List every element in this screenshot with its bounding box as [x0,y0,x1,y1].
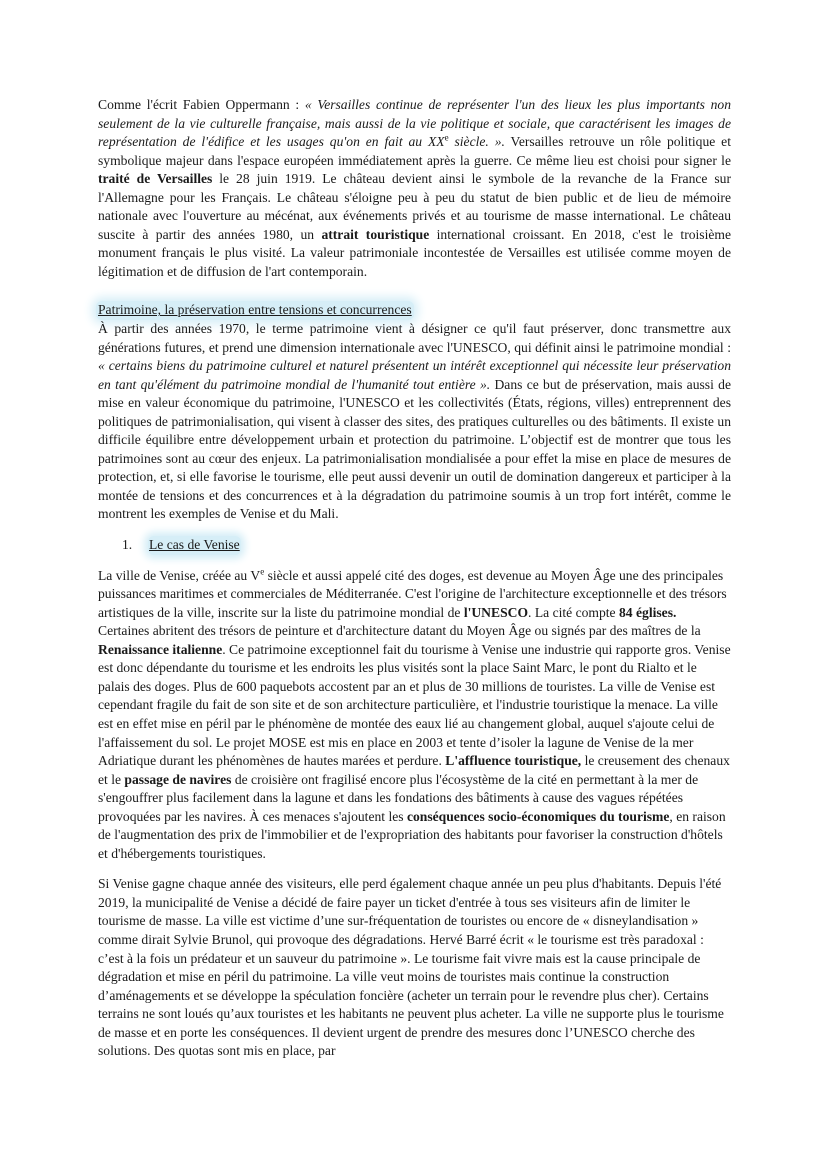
text-run: 84 églises. [619,604,677,620]
text-run: Si Venise gagne chaque année des visiteurs, elle perd également chaque année un peu plus d'habitants. Depuis l'été 2019, la municipalité de Venise a décidé de faire payer un ticket d'entrée à tous ses visiteurs afin de limiter le tourisme de masse. La ville est victime d’une sur-fréquentation de touristes ou encore de « disneylandisation » comme dirait Sylvie Brunol, qui provoque des dégradations. Hervé Barré écrit « le tourisme est très paradoxal : c’est à la fois un prédateur et un sauveur du patrimoine ». Le tourisme fait vivre mais est la cause principale de dégradation et mise en péril du patrimoine. La ville veut moins de touristes mais continue la construction d’aménagements et se développe la spéculation foncière (acheter un terrain pour le revendre plus cher). Certains terrains ne sont loués qu’aux touristes et les habitants ne peuvent plus acheter. La ville ne supporte plus le tourisme de masse et en porte les conséquences. Il devient urgent de prendre des mesures donc l’UNESCO cherche des solutions. Des quotas sont mis en place, par [98,876,724,1059]
text-run: e [260,566,265,577]
text-run: L'affluence touristique, [445,753,582,769]
paragraph-versailles [98,96,731,281]
text-run: , en raison de l'augmentation des prix de l'immobilier et de l'expropriation des habitants pour favoriser la construction d'hôtels et d'hébergements touristiques. [98,808,726,861]
paragraph-venise [98,567,731,864]
text-run: Versailles retrouve un rôle politique et symbolique majeur dans l'espace européen immédiatement après la guerre. Ce même lieu est choisi pour signer le [98,134,731,168]
text-run: Renaissance italienne [98,641,223,657]
paragraph-tourisme [98,875,731,1060]
text-run: . La cité compte [528,604,619,620]
text-run: À partir des années 1970, le terme patrimoine vient à désigner ce qu'il faut préserver, donc transmettre aux générations futures, et prend une dimension internationale avec l'UNESCO, qui définit ainsi le patrimoine mondial : [98,321,731,355]
text-run: « Versailles continue de représenter l'un des lieux les plus importants non seulement de la vie culturelle française, mais aussi de la vie politique et sociale, que caractérisent les images de représentation de l'édifice et les usages qu'on en fait au [98,97,731,150]
document-page [98,96,731,1061]
text-run: l'UNESCO [463,604,529,620]
text-run: XX [427,134,445,150]
text-run: de croisière ont fragilisé encore plus l'écosystème de la cité en permettant à la mer de s'engouffrer plus facilement dans la lagune et dans les fondations des bâtiments à cause des vagues répétées provoquées par les navires. À ces menaces s'ajoutent les [98,771,699,824]
text-run: le 28 juin 1919. Le château devient ainsi le symbole de la revanche de la France sur l'Allemagne pour les Français. Le château s'éloigne peu à peu du statut de bien public et de lieu de mémoire nationale avec l'ouverture au mécénat, aux événements privés et au tourisme de masse international. Le château suscite à partir des années 1980, un [98,171,731,242]
subheading-venise [122,536,731,555]
subheading-title: Le cas de Venise [148,536,241,555]
text-run: . Ce patrimoine exceptionnel fait du tourisme à Venise une industrie qui rapporte gros. Venise est donc dépendante du tourisme et les endroits les plus visités sont la place Saint Marc, le pont du Rialto et le palais des doges. Plus de 600 paquebots accostent par an et plus de 30 millions de touristes. La ville de Venise est cependant fragile du fait de son site et de son architecture particulière, et l'industrie touristique la menace. La ville est en effet mise en péril par le phénomène de montée des eaux lié au changement global, auquel s'ajoute celui de l'affaissement du sol. Le projet MOSE est mis en place en 2003 et tente d’isoler la lagune de Venise de la mer Adriatique durant les phénomènes de hautes marées et perdure. [98,641,731,769]
text-run: siècle et aussi appelé cité des doges, est devenue au Moyen Âge une des principales puissances maritimes et commerciales de Méditerranée. C'est l'origine de l'architecture exceptionnelle et des trésors artistiques de la ville, inscrite sur la liste du patrimoine mondial de [98,567,727,620]
subheading-number: 1. [122,537,133,553]
paragraph-patrimoine [98,320,731,524]
text-run: Certaines abritent des trésors de peinture et d'architecture datant du Moyen Âge ou signés par des maîtres de la [98,623,701,639]
text-run: siècle. ». [448,134,505,150]
text-run: le creusement des chenaux et le [98,753,730,787]
text-run: « certains biens du patrimoine culturel et naturel présentent un intérêt exceptionnel qui nécessite leur préservation en tant qu'élément du patrimoine mondial de l'humanité tout entière ». [98,358,731,392]
text-run: traité de Versailles [98,171,213,187]
text-run: Comme l'écrit Fabien Oppermann : [98,97,305,112]
text-run: Dans ce but de préservation, mais aussi de mise en valeur économique du patrimoine, l'UNESCO et les collectivités (États, régions, villes) entreprennent des politiques de patrimonialisation, qui visent à classer des sites, des pratiques culturelles ou des bâtiments. Il existe un difficile équilibre entre développement urbain et protection du patrimoine. L’objectif est de montrer que tous les patrimoines sont au cœur des enjeux. La patrimonialisation mondialisée a pour effet la mise en place de mesures de protection, et, si elle favorise le tourisme, elle peut aussi devenir un outil de domination dangereux et participer à la montée de tensions et des concurrences et à la dégradation du patrimoine soumis à un trop fort intérêt, comme le montrent les exemples de Venise et du Mali. [98,376,731,522]
text-run: conséquences socio-économiques du tourisme [406,808,670,824]
text-run: attrait touristique [321,226,430,242]
text-run: international croissant. En 2018, c'est le troisième monument français le plus visité. La valeur patrimoniale incontestée de Versailles est utilisée comme moyen de légitimation et de diffusion de l'art contemporain. [98,226,732,279]
text-run: e [444,132,449,143]
section-heading: Patrimoine, la préservation entre tensions et concurrences [96,301,414,320]
text-run: La ville de Venise, créée au V [98,567,261,583]
text-run: passage de navires [124,771,232,787]
section-heading-wrap [98,301,731,320]
